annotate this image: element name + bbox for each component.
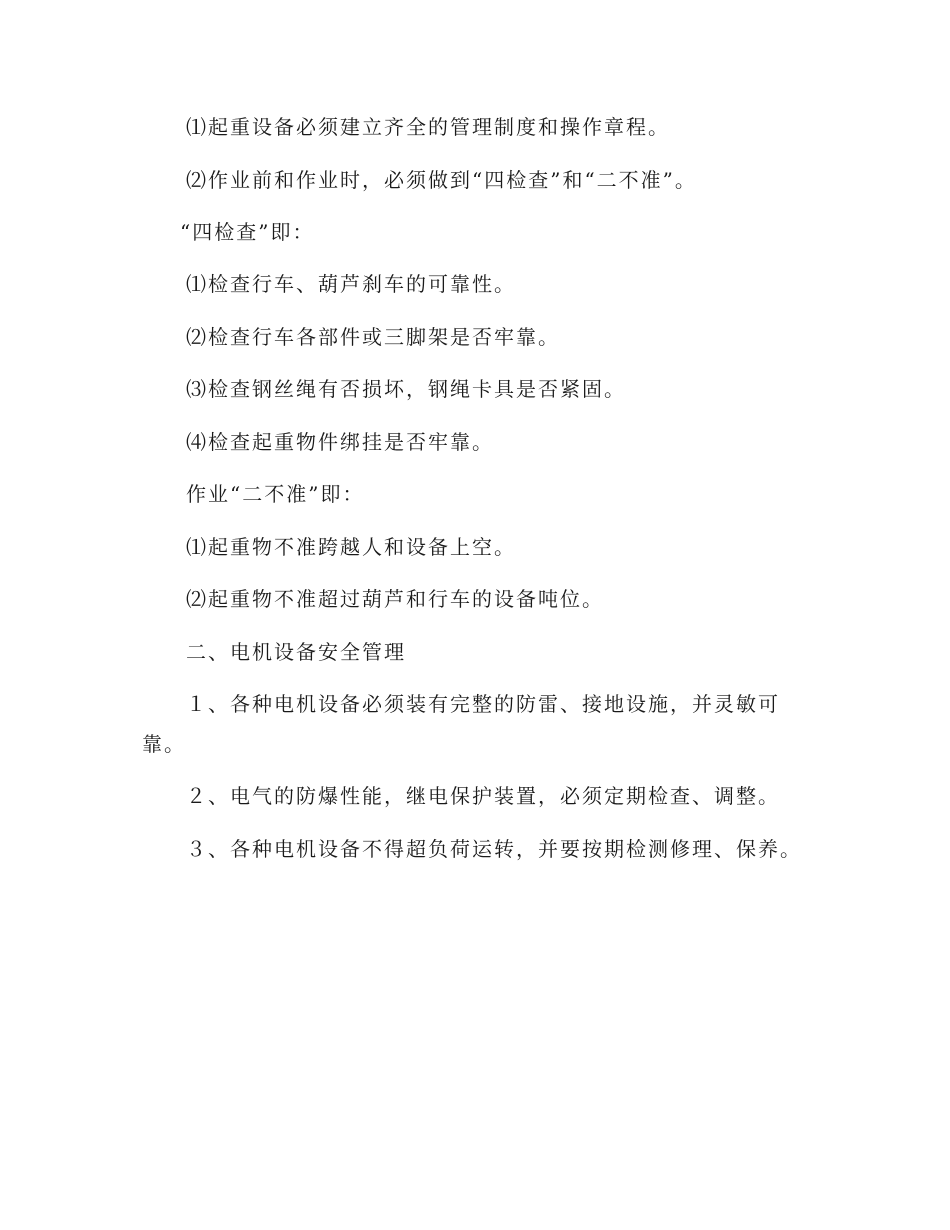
text-line: ⑶检查钢丝绳有否损坏，钢绳卡具是否紧固。 (186, 377, 626, 401)
text-line: ⑴检查行车、葫芦刹车的可靠性。 (186, 272, 516, 296)
text-line: ⑵起重物不准超过葫芦和行车的设备吨位。 (186, 587, 604, 611)
text-line: ⑷检查起重物件绑挂是否牢靠。 (186, 430, 494, 454)
paragraph-line: 靠。 (142, 732, 186, 756)
text-line: ⑴起重物不准跨越人和设备上空。 (186, 535, 516, 559)
paragraph: ２、电气的防爆性能，继电保护装置，必须定期检查、调整。 (186, 784, 780, 808)
paragraph: ３、各种电机设备不得超负荷运转，并要按期检测修理、保养。 (186, 837, 802, 861)
section-heading: 二、电机设备安全管理 (186, 640, 406, 664)
text-line: 作业“二不准”即： (186, 482, 365, 506)
text-line: ⑵检查行车各部件或三脚架是否牢靠。 (186, 325, 560, 349)
text-line: “四检查”即： (180, 220, 315, 244)
text-line: ⑴起重设备必须建立齐全的管理制度和操作章程。 (186, 115, 670, 139)
paragraph-line: １、各种电机设备必须装有完整的防雷、接地设施，并灵敏可 (186, 692, 780, 716)
text-line: ⑵作业前和作业时，必须做到“四检查”和“二不准”。 (186, 168, 697, 192)
